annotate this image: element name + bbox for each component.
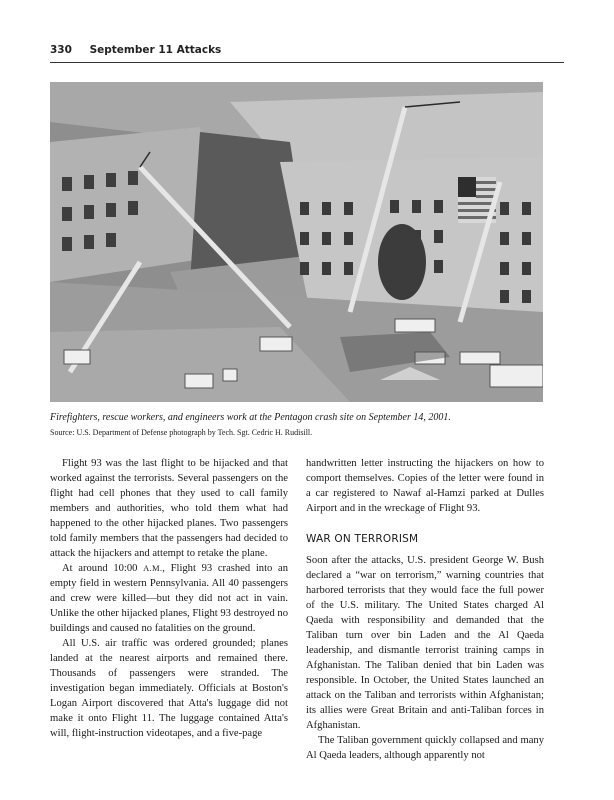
- paragraph: [50, 561, 288, 636]
- tree: [378, 224, 426, 300]
- truck-center: [260, 337, 292, 351]
- pentagon-photo: [50, 82, 543, 402]
- paragraph: The Taliban government quickly collapsed and many Al Qaeda leaders, although apparently not: [306, 735, 544, 761]
- paragraph: handwritten letter instructing the hijackers on how to comport themselves. Copies of the letter were found in a car registered to Nawaf al-Hamzi parked at Dulles Airport and in the wreckage of Flight 93.: [306, 458, 544, 514]
- paragraph: Flight 93 was the last flight to be hijacked and that worked against the terrorists. Several passengers on the flight had cell phones that they used to call family members and authorities, who told them what had happened to the other hijacked planes. Two passengers told family members that the passengers had decided to attack the hijackers and attempt to retake the plane.: [50, 458, 288, 559]
- left-column: [50, 456, 288, 741]
- text-span: At around 10:00: [62, 563, 138, 574]
- right-column: [306, 456, 544, 763]
- section-heading: WAR ON TERRORISM: [306, 533, 419, 545]
- truck-left: [64, 350, 90, 364]
- paragraph: All U.S. air traffic was ordered grounded; planes landed at the nearest airports and remained there. Thousands of passengers were stranded. The investigation began immediately. Officials at Boston's Logan Airport discovered that Atta's luggage did not make it onto Flight 11. The luggage contained Atta's will, flight-instruction videotapes, and a five-page: [50, 638, 288, 739]
- figure-credit: Source: U.S. Department of Defense photograph by Tech. Sgt. Cedric H. Rudisill.: [50, 428, 313, 437]
- paragraph: Soon after the attacks, U.S. president George W. Bush declared a “war on terrorism,” warning countries that harbored terrorists that they would face the full power of the U.S. military. The United States charged Al Qaeda with responsibility and demanded that the Taliban turn over bin Laden and the Al Qaeda leadership, and dismantle terrorist training camps in Afghanistan. The Taliban denied that bin Laden was responsible. In October, the United States launched an attack on the Taliban and terrorists within Afghanistan; its allies were Great Britain and anti-Taliban forces in Afghanistan.: [306, 555, 544, 731]
- time-abbreviation: A.M.: [143, 563, 163, 573]
- running-title: September 11 Attacks: [89, 44, 222, 56]
- trailer: [490, 365, 543, 387]
- truck-right: [460, 352, 500, 364]
- page-number: 330: [50, 44, 72, 56]
- small-vehicle: [223, 369, 237, 381]
- figure-caption: Firefighters, rescue workers, and engineers work at the Pentagon crash site on September 14, 2001.: [50, 412, 451, 423]
- text-span: , Flight 93 crashed into an empty field in western Pennsylvania. All 40 passengers and crew were killed—but they did not act in vain. Unlike the other hijacked planes, Flight 93 destroyed no buildings and caused no fatalities on the ground.: [50, 563, 289, 634]
- running-head: [50, 44, 564, 56]
- van: [185, 374, 213, 388]
- photo-illustration: [50, 82, 543, 402]
- fire-truck: [395, 319, 435, 332]
- header-rule: [50, 62, 564, 63]
